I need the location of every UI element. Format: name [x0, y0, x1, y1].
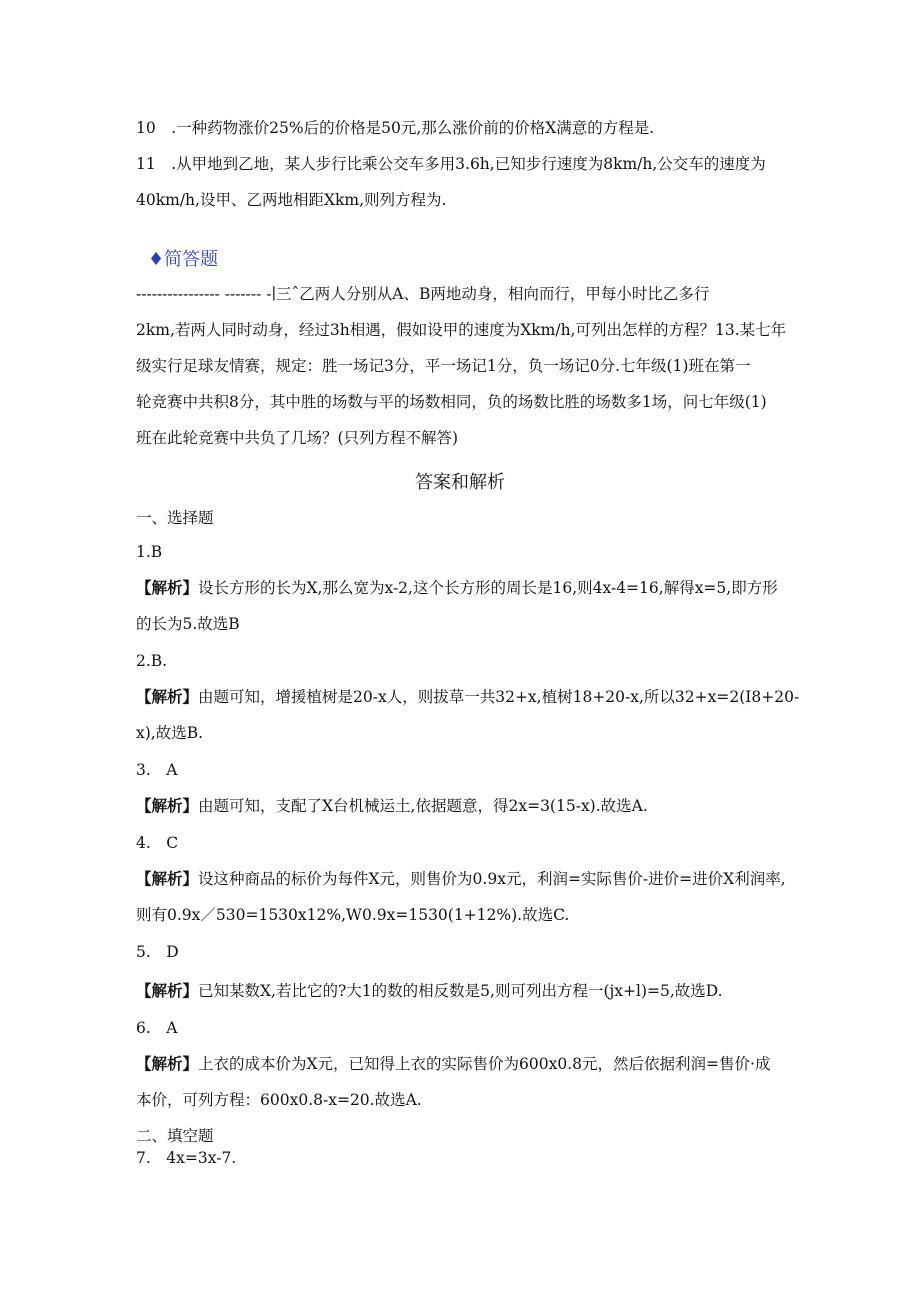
- jiexi-label: 【解析】: [136, 797, 199, 815]
- explanation-4-line-1: [136, 869, 786, 889]
- explanation-text: 由题可知，支配了X台机械运土,依据题意，得2x=3(15-x).故选A.: [198, 797, 648, 815]
- question-11-line-2: 40km/h,设甲、乙两地相距Xkm,则列方程为.: [136, 191, 447, 209]
- explanation-2-line-1: [136, 687, 799, 707]
- jiexi-label: 【解析】: [136, 579, 199, 597]
- answer-3: 3. A: [136, 761, 178, 779]
- explanation-4-line-2: 则有0.9x／530=1530x12%,W0.9x=1530(1+12%).故选C.: [136, 906, 570, 924]
- explanation-1-line-1: [136, 578, 778, 598]
- explanation-text: 由题可知，增援植树是20-x人，则拔草一共32+x,植树18+20-x,所以32+x=2(I8+20-: [198, 688, 800, 706]
- explanation-6-line-2: 本价，可列方程：600x0.8-x=20.故选A.: [136, 1091, 422, 1109]
- explanation-text: 设这种商品的标价为每件X元，则售价为0.9x元，利润=实际售价-进价=进价X利润率,: [198, 870, 786, 888]
- explanation-3: [136, 796, 648, 816]
- answer-2: 2.B.: [136, 652, 168, 670]
- section-choice-heading: 一、选择题: [136, 509, 214, 527]
- explanation-text: 已知某数X,若比它的?大1的数的相反数是5,则可列出方程一(jx+l)=5,故选D.: [198, 982, 723, 1000]
- answer-4: 4. C: [136, 834, 179, 852]
- short-answer-line-3: 级实行足球友情赛，规定：胜一场记3分，平一场记1分，负一场记0分.七年级(1)班在第一: [136, 357, 751, 375]
- answer-6: 6. A: [136, 1019, 178, 1037]
- explanation-5: [136, 981, 723, 1001]
- answer-7: 7. 4x=3x-7.: [136, 1149, 237, 1167]
- short-answer-line-2: 2km,若两人同时动身，经过3h相遇，假如设甲的速度为Xkm/h,可列出怎样的方程？13.某七年: [136, 321, 787, 339]
- short-answer-heading: ♦简答题: [148, 249, 219, 270]
- answer-5: 5. D: [136, 943, 179, 961]
- jiexi-label: 【解析】: [136, 688, 199, 706]
- explanation-text: 设长方形的长为X,那么宽为x-2,这个长方形的周长是16,则4x-4=16,解得x=5,即方形: [198, 579, 778, 597]
- answer-1: 1.B: [136, 543, 163, 561]
- explanation-2-line-2: x),故选B.: [136, 724, 204, 742]
- jiexi-label: 【解析】: [136, 1055, 199, 1073]
- jiexi-label: 【解析】: [136, 982, 199, 1000]
- answers-title: 答案和解析: [415, 472, 505, 493]
- short-answer-line-4: 轮竞赛中共积8分，其中胜的场数与平的场数相同，负的场数比胜的场数多1场，问七年级(1): [136, 393, 767, 411]
- explanation-1-line-2: 的长为5.故选B: [136, 615, 240, 633]
- question-11-line-1: 11 .从甲地到乙地，某人步行比乘公交车多用3.6h,已知步行速度为8km/h,公交车的速度为: [136, 155, 766, 173]
- short-answer-line-1: ---------------- ------- -∣三ˆ乙两人分别从A、B两地动身，相向而行，甲每小时比乙多行: [136, 285, 710, 303]
- explanation-6-line-1: [136, 1054, 770, 1074]
- short-answer-line-5: 班在此轮竞赛中共负了几场？(只列方程不解答): [136, 429, 459, 447]
- explanation-text: 上衣的成本价为X元，已知得上衣的实际售价为600x0.8元，然后依据利润=售价·成: [198, 1055, 771, 1073]
- question-10: 10 .一种药物涨价25%后的价格是50元,那么涨价前的价格X满意的方程是.: [136, 119, 655, 137]
- section-fill-heading: 二、填空题: [136, 1127, 214, 1145]
- jiexi-label: 【解析】: [136, 870, 199, 888]
